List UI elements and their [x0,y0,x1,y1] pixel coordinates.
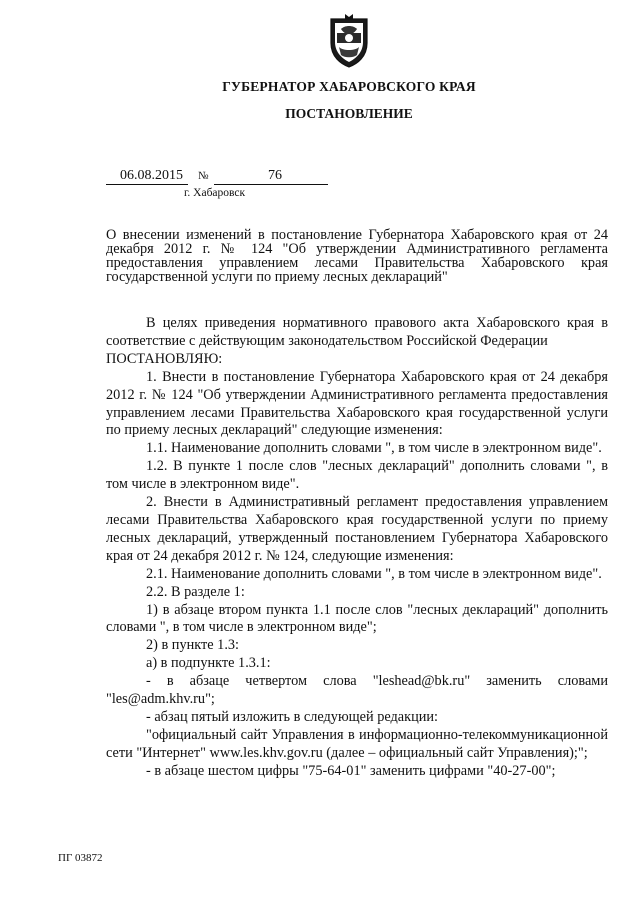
document-number: 76 [268,168,282,183]
body-paragraph: 2) в пункте 1.3: [146,637,240,654]
body-paragraph: 2.1. Наименование дополнить словами ", в том числе в электронном виде". [146,565,602,582]
number-underline [214,184,328,185]
document-body [106,315,608,781]
body-paragraph: а) в подпункте 1.3.1: [146,655,271,672]
place-of-issue: г. Хабаровск [184,187,246,199]
body-paragraph: 1. Внести в постановление Губернатора Хабаровского края от 24 декабря 2012 г. № 124 "Об утверждении Административного регламента предоставления управлением лесами Правительства Хабаровского края государственной услуги по приему лесных деклараций" следующие изменения: [106,368,608,439]
decree-word: ПОСТАНОВЛЯЮ: [106,350,223,367]
document-date: 06.08.2015 [120,168,183,183]
date-underline [106,184,188,185]
body-paragraph: 1.2. В пункте 1 после слов "лесных деклараций" дополнить словами ", в том числе в электронном виде". [106,458,608,493]
body-paragraph: - абзац пятый изложить в следующей редакции: [146,708,439,725]
body-paragraph: 2.2. В разделе 1: [146,583,245,600]
preamble-paragraph: В целях приведения нормативного правового акта Хабаровского края в соответствие с действующим законодательством Российской Федерации [106,315,608,349]
body-paragraph: 1) в абзаце втором пункта 1.1 после слов "лесных деклараций" дополнить словами ", в том числе в электронном виде"; [106,601,608,636]
registration-line [106,168,328,188]
body-paragraph: - в абзаце четвертом слова "leshead@bk.ru" заменить словами "les@adm.khv.ru"; [106,673,608,708]
body-paragraph: "официальный сайт Управления в информационно-телекоммуникационной сети "Интернет" www.les.khv.gov.ru (далее – официальный сайт Управления);"; [106,726,608,761]
document-code: ПГ 03872 [58,852,103,864]
document-subject: О внесении изменений в постановление Губернатора Хабаровского края от 24 декабря 2012 г. № 124 "Об утверждении Административного регламента предоставления управлением лесами Правительства Хабаровского края государственной услуги по приему лесных деклараций" [106,227,608,285]
number-sign: № [198,170,209,182]
body-paragraph: 1.1. Наименование дополнить словами ", в том числе в электронном виде". [146,440,602,457]
body-paragraph: - в абзаце шестом цифры "75-64-01" заменить цифрами "40-27-00"; [146,762,556,779]
coat-of-arms-icon [327,13,371,69]
issuing-authority: ГУБЕРНАТОР ХАБАРОВСКОГО КРАЯ [222,79,476,94]
document-type: ПОСТАНОВЛЕНИЕ [285,106,413,121]
body-paragraph: 2. Внести в Административный регламент предоставления управлением лесами Правительства Хабаровского края государственной услуги по приему лесных деклараций, утвержденный постановлением Губернатора Хабаровского края от 24 декабря 2012 г. № 124, следующие изменения: [106,494,608,564]
